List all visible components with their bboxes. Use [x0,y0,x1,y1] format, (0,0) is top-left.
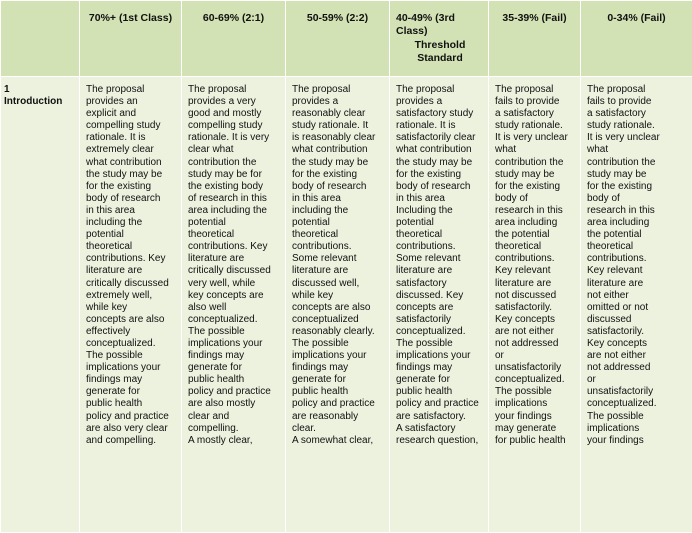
header-threshold-note: Threshold Standard [396,39,484,65]
descriptor-first-class: The proposal provides an explicit and compelling study rationale. It is extremely clear what contribution the study may be for the existing body of research in this area including the potential theoretical contributions. Key literature are critically discussed extremely well, while key concepts are also effectively conceptualized. The possible implications your findings may generate for public health policy and practice are also very clear and compelling. [80,77,182,533]
criterion-label-cell [1,77,80,533]
header-third-class [390,1,489,77]
descriptor-fail-0-34: The proposal fails to provide a satisfactory study rationale. It is very unclear what contribution the study may be for the existing body of research in this area including the potential theoretical contributions. Key relevant literature are not either omitted or not discussed satisfactorily. Key concepts are not either not addressed or unsatisfactorily conceptualized. The possible implications your findings [581,77,692,533]
header-lower-second: 50-59% (2:2) [286,1,390,77]
header-fail-35-39: 35-39% (Fail) [489,1,581,77]
descriptor-third-class: The proposal provides a satisfactory study rationale. It is satisfactorily clear what contribution the study may be for the existing body of research in this area Including the potential theoretical contributions. Some relevant literature are satisfactory discussed. Key concepts are satisfactorily conceptualized. The possible implications your findings may generate for public health policy and practice are satisfactory. A satisfactory research question, [390,77,489,533]
header-upper-second: 60-69% (2:1) [182,1,286,77]
descriptor-upper-second: The proposal provides a very good and mostly compelling study rationale. It is very clear what contribution the study may be for the existing body of research in this area including the potential theoretical contributions. Key literature are critically discussed very well, while key concepts are also well conceptualized. The possible implications your findings may generate for public health policy and practice are also mostly clear and compelling. A mostly clear, [182,77,286,533]
header-fail-0-34: 0-34% (Fail) [581,1,692,77]
header-third-class-label: 40-49% (3rd Class) [396,12,455,37]
criterion-number: 1 [4,84,75,96]
descriptor-lower-second: The proposal provides a reasonably clear study rationale. It is reasonably clear what contribution the study may be for the existing body of research in this area including the potential theoretical contributions. Some relevant literature are discussed well, while key concepts are also conceptualized reasonably clearly. The possible implications your findings may generate for public health policy and practice are reasonably clear. A somewhat clear, [286,77,390,533]
criterion-title: Introduction [4,96,75,108]
header-corner-cell [1,1,80,77]
header-first-class: 70%+ (1st Class) [80,1,182,77]
descriptor-fail-35-39: The proposal fails to provide a satisfactory study rationale. It is very unclear what contribution the study may be for the existing body of research in this area including the potential theoretical contributions. Key relevant literature are not discussed satisfactorily. Key concepts are not either not addressed or unsatisfactorily conceptualized. The possible implications your findings may generate for public health [489,77,581,533]
header-row [1,1,692,77]
criterion-row-introduction [1,77,692,533]
